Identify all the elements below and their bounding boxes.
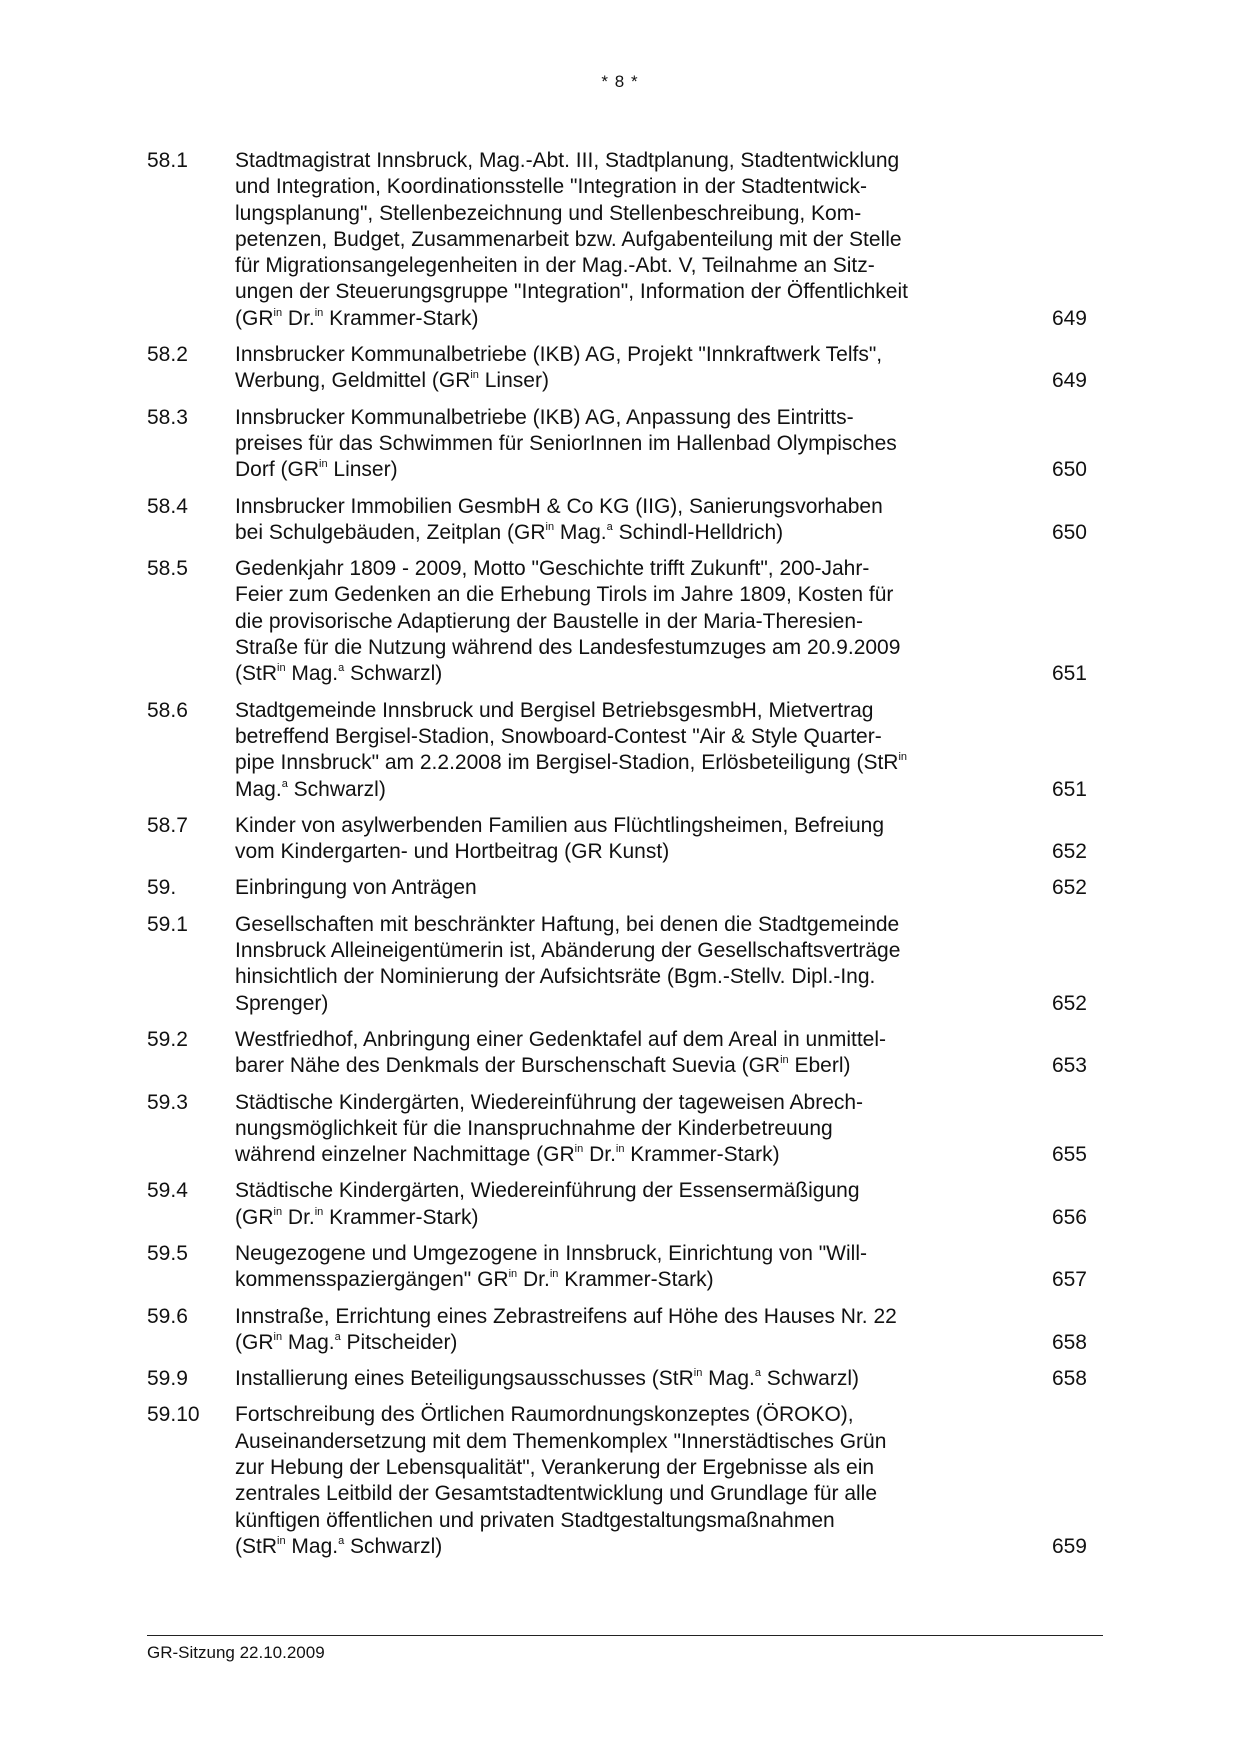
page-number: * 8 * [601, 72, 639, 91]
toc-entry [147, 813, 1087, 866]
toc-entry-number: 59.9 [147, 1367, 188, 1391]
superscript: in [574, 1143, 584, 1156]
superscript: in [273, 306, 283, 319]
superscript: in [549, 1268, 559, 1281]
toc-entry-title [235, 494, 975, 547]
toc-entry-title [235, 1402, 975, 1560]
toc-entry-number: 58.6 [147, 698, 188, 722]
toc-entry-line: (StR$^{in}$ Mag.$^a$ Schwarzl) [235, 662, 443, 686]
toc-entry [147, 1304, 1087, 1357]
toc-entry-number: 58.7 [147, 813, 188, 837]
toc-entry-line: (StR$^{in}$ Mag.$^a$ Schwarzl) [235, 1534, 443, 1558]
toc-entry-line: Neugezogene und Umgezogene in Innsbruck, Einrichtung von "Will- [235, 1241, 867, 1265]
toc-entry [147, 1402, 1087, 1560]
toc-entry [147, 405, 1087, 484]
toc-entry-line: ($GR^{in}$ Mag.$^a$ Pitscheider) [235, 1330, 458, 1354]
toc-entry-title [235, 875, 975, 901]
toc-entry-page: 655 [1051, 1143, 1087, 1167]
toc-entry-line: Straße für die Nutzung während des Landesfestumzuges am 20.9.2009 [235, 636, 901, 660]
toc-entry-number: 58.4 [147, 494, 188, 518]
toc-entry-line: lungsplanung", Stellenbezeichnung und Stellenbeschreibung, Kom- [235, 201, 862, 225]
toc-entry-line: für Migrationsangelegenheiten in der Mag.-Abt. V, Teilnahme an Sitz- [235, 254, 875, 278]
superscript: a [338, 1534, 345, 1547]
toc-entry-page: 658 [1051, 1330, 1087, 1354]
toc-entry-line: nungsmöglichkeit für die Inanspruchnahme der Kinderbetreuung [235, 1116, 833, 1140]
superscript: in [273, 1330, 283, 1343]
toc-entry-line: pipe Innsbruck" am 2.2.2008 im Bergisel-Stadion, Erlösbeteiligung (StR$^{in}$ [235, 751, 908, 775]
table-of-contents [147, 148, 1087, 1570]
superscript: a [334, 1330, 341, 1343]
toc-entry-line: ($GR^{in}$ Dr.$^{in}$ Krammer-Stark) [235, 306, 479, 330]
toc-entry-title [235, 342, 975, 395]
toc-entry-title [235, 1178, 975, 1231]
toc-entry-line: Westfriedhof, Anbringung einer Gedenktafel auf dem Areal in unmittel- [235, 1027, 886, 1051]
toc-entry-page: 653 [1051, 1054, 1087, 1078]
superscript: a [754, 1367, 761, 1380]
superscript: in [314, 1205, 324, 1218]
toc-entry-number: 59.3 [147, 1090, 188, 1114]
superscript: in [273, 1205, 283, 1218]
toc-entry-line: preises für das Schwimmen für SeniorInnen im Hallenbad Olympisches [235, 431, 897, 455]
toc-entry-number: 59.2 [147, 1027, 188, 1051]
toc-entry-number: 58.1 [147, 149, 188, 172]
toc-entry-page: 650 [1051, 520, 1087, 544]
superscript: a [281, 777, 288, 790]
toc-entry-number: 58.3 [147, 405, 188, 429]
toc-entry-line: ungen der Steuerungsgruppe "Integration", Information der Öffentlichkeit [235, 280, 908, 304]
toc-entry-number: 59.10 [147, 1403, 200, 1427]
toc-entry-line: hinsichtlich der Nominierung der Aufsichtsräte (Bgm.-Stellv. Dipl.-Ing. [235, 965, 876, 989]
toc-entry-line: Einbringung von Anträgen [235, 876, 477, 900]
superscript: a [606, 520, 613, 533]
toc-entry-line: Stadtgemeinde Innsbruck und Bergisel BetriebsgesmbH, Mietvertrag [235, 698, 874, 722]
toc-entry-line: während einzelner Nachmittage ($GR^{in}$ Dr.$^{in}$ Krammer-Stark) [235, 1143, 780, 1167]
toc-entry-number: 59.6 [147, 1304, 188, 1328]
toc-entry-number: 59. [147, 876, 177, 900]
toc-entry-page: 649 [1051, 369, 1087, 393]
toc-entry-title [235, 1366, 975, 1392]
footer-text: GR-Sitzung 22.10.2009 [147, 1643, 325, 1662]
toc-entry-title [235, 813, 975, 866]
toc-entry-line: Mag.$^a$ Schwarzl) [235, 777, 386, 801]
toc-entry-line: Städtische Kindergärten, Wiedereinführung der Essensermäßigung [235, 1179, 860, 1203]
toc-entry-page: 656 [1051, 1205, 1087, 1229]
toc-entry-line: bei Schulgebäuden, Zeitplan ($GR^{in}$ Mag.$^a$ Schindl-Helldrich) [235, 520, 784, 544]
toc-entry [147, 875, 1087, 901]
superscript: in [898, 751, 908, 764]
toc-entry-page: 652 [1051, 840, 1087, 864]
toc-entry-number: 58.5 [147, 557, 188, 581]
toc-entry-page: 650 [1051, 458, 1087, 482]
toc-entry-line: und Integration, Koordinationsstelle "Integration in der Stadtentwick- [235, 175, 867, 199]
toc-entry-page: 652 [1051, 876, 1087, 900]
toc-entry [147, 912, 1087, 1017]
toc-entry [147, 1241, 1087, 1294]
toc-entry-line: Auseinandersetzung mit dem Themenkomplex "Innerstädtisches Grün [235, 1429, 887, 1453]
toc-entry [147, 1090, 1087, 1169]
toc-entry-line: Gedenkjahr 1809 - 2009, Motto "Geschichte trifft Zukunft", 200-Jahr- [235, 557, 870, 581]
toc-entry-title [235, 1027, 975, 1080]
toc-entry-line: kommensspaziergängen" $GR^{in}$ Dr.$^{in}$ Krammer-Stark) [235, 1268, 714, 1292]
superscript: in [545, 520, 555, 533]
toc-entry-title [235, 912, 975, 1017]
toc-entry-page: 649 [1051, 306, 1087, 330]
toc-entry-line: zur Hebung der Lebensqualität", Verankerung der Ergebnisse als ein [235, 1456, 875, 1480]
toc-entry-line: Feier zum Gedenken an die Erhebung Tirols im Jahre 1809, Kosten für [235, 583, 894, 607]
toc-entry-line: vom Kindergarten- und Hortbeitrag (GR Kunst) [235, 840, 670, 864]
toc-entry-line: künftigen öffentlichen und privaten Stadtgestaltungsmaßnahmen [235, 1508, 835, 1532]
toc-entry [147, 1178, 1087, 1231]
superscript: in [615, 1143, 625, 1156]
toc-entry-page: 651 [1051, 777, 1087, 801]
toc-entry-line: Innsbrucker Immobilien GesmbH & Co KG (IIG), Sanierungsvorhaben [235, 494, 883, 518]
toc-entry [147, 1366, 1087, 1392]
toc-entry-line: barer Nähe des Denkmals der Burschenschaft Suevia ($GR^{in}$ Eberl) [235, 1054, 851, 1078]
toc-entry-line: Installierung eines Beteiligungsausschusses (StR$^{in}$ Mag.$^a$ Schwarzl) [235, 1367, 859, 1391]
toc-entry-line: betreffend Bergisel-Stadion, Snowboard-Contest "Air & Style Quarter- [235, 724, 882, 748]
toc-entry-page: 659 [1051, 1534, 1087, 1558]
toc-entry-line: Innstraße, Errichtung eines Zebrastreifens auf Höhe des Hauses Nr. 22 [235, 1304, 897, 1328]
toc-entry-number: 59.4 [147, 1179, 188, 1203]
toc-entry-line: die provisorische Adaptierung der Baustelle in der Maria-Theresien- [235, 609, 863, 633]
toc-entry-number: 58.2 [147, 343, 188, 367]
superscript: in [508, 1268, 518, 1281]
toc-entry-title [235, 698, 975, 803]
toc-entry [147, 1027, 1087, 1080]
toc-entry-title [235, 556, 975, 687]
toc-entry [147, 556, 1087, 687]
toc-entry-number: 59.5 [147, 1241, 188, 1265]
superscript: a [338, 662, 345, 675]
toc-entry-title [235, 405, 975, 484]
toc-entry-page: 657 [1051, 1268, 1087, 1292]
toc-entry-title [235, 1304, 975, 1357]
toc-entry-line: Innsbruck Alleineigentümerin ist, Abänderung der Gesellschaftsverträge [235, 939, 901, 963]
toc-entry-number: 59.1 [147, 912, 188, 936]
toc-entry-line: ($GR^{in}$ Dr.$^{in}$ Krammer-Stark) [235, 1205, 479, 1229]
superscript: in [277, 662, 286, 675]
superscript: in [693, 1367, 703, 1380]
toc-entry-title [235, 1241, 975, 1294]
superscript: in [470, 369, 479, 382]
toc-entry-line: Innsbrucker Kommunalbetriebe (IKB) AG, Projekt "Innkraftwerk Telfs", [235, 343, 883, 367]
superscript: in [780, 1054, 789, 1067]
toc-entry [147, 698, 1087, 803]
footer-rule [147, 1635, 1103, 1636]
toc-entry-line: Werbung, Geldmittel ($GR^{in}$ Linser) [235, 369, 549, 393]
superscript: in [314, 306, 324, 319]
toc-entry [147, 148, 1087, 332]
toc-entry-page: 651 [1051, 662, 1087, 686]
toc-entry [147, 342, 1087, 395]
superscript: in [319, 458, 328, 471]
toc-entry-line: Gesellschaften mit beschränkter Haftung, bei denen die Stadtgemeinde [235, 912, 900, 936]
toc-entry [147, 494, 1087, 547]
toc-entry-line: Sprenger) [235, 991, 329, 1015]
toc-entry-line: Kinder von asylwerbenden Familien aus Flüchtlingsheimen, Befreiung [235, 813, 885, 837]
toc-entry-line: Stadtmagistrat Innsbruck, Mag.-Abt. III, Stadtplanung, Stadtentwicklung [235, 149, 900, 172]
toc-entry-line: Städtische Kindergärten, Wiedereinführung der tageweisen Abrech- [235, 1090, 864, 1114]
toc-entry-line: Innsbrucker Kommunalbetriebe (IKB) AG, Anpassung des Eintritts- [235, 405, 854, 429]
toc-entry-title [235, 1090, 975, 1169]
toc-entry-page: 658 [1051, 1367, 1087, 1391]
toc-entry-line: petenzen, Budget, Zusammenarbeit bzw. Aufgabenteilung mit der Stelle [235, 227, 902, 251]
toc-entry-line: zentrales Leitbild der Gesamtstadtentwicklung und Grundlage für alle [235, 1482, 878, 1506]
toc-entry-title [235, 148, 975, 332]
superscript: in [277, 1534, 286, 1547]
toc-entry-line: Dorf ($GR^{in}$ Linser) [235, 458, 398, 482]
toc-entry-line: Fortschreibung des Örtlichen Raumordnungskonzeptes (ÖROKO), [235, 1403, 854, 1427]
toc-entry-page: 652 [1051, 991, 1087, 1015]
